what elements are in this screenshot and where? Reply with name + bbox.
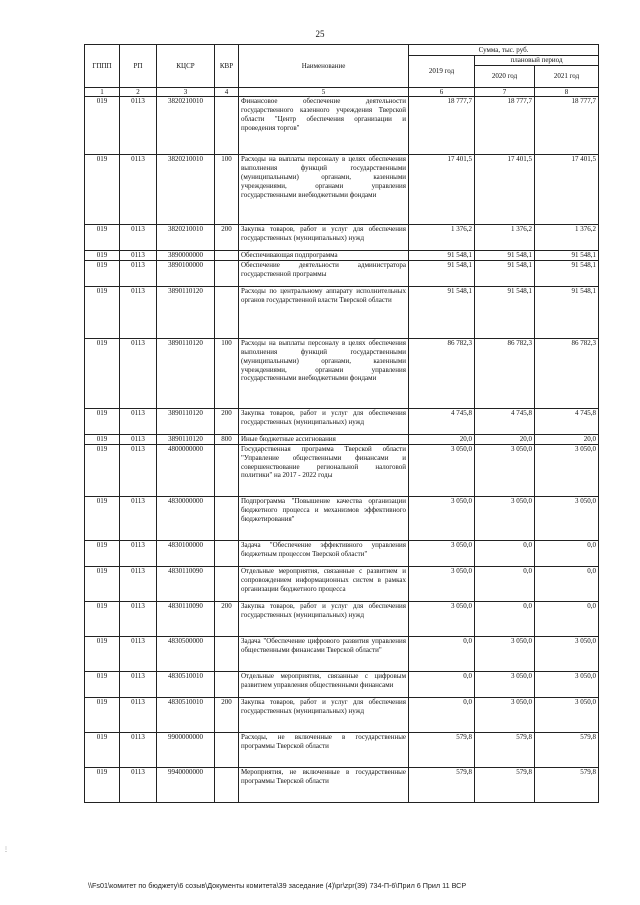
cell-2020: 91 548,1	[475, 260, 535, 286]
header-2019: 2019 год	[409, 56, 475, 88]
cell-2021: 0,0	[535, 540, 599, 566]
cell-name: Закупка товаров, работ и услуг для обеспечения государственных (муниципальных) нужд	[239, 224, 409, 250]
cell-rp: 0113	[120, 96, 157, 154]
cell-name: Расходы на выплаты персоналу в целях обеспечения выполнения функций государственными (муниципальными) органами, казенными учреждениями, органами управления государственными внебюджетными фондами	[239, 154, 409, 224]
cell-2019: 579,8	[409, 732, 475, 767]
cell-kvr: 100	[215, 154, 239, 224]
cell-rp: 0113	[120, 540, 157, 566]
cell-gppp: 019	[85, 224, 120, 250]
cell-2020: 86 782,3	[475, 338, 535, 408]
cell-name: Закупка товаров, работ и услуг для обеспечения государственных (муниципальных) нужд	[239, 408, 409, 434]
cell-name: Расходы по центральному аппарату исполнительных органов государственной власти Тверской области	[239, 286, 409, 338]
cell-gppp: 019	[85, 697, 120, 732]
cell-2021: 20,0	[535, 434, 599, 444]
cell-2020: 0,0	[475, 566, 535, 601]
cell-rp: 0113	[120, 338, 157, 408]
cell-kcsr: 3890100000	[157, 260, 215, 286]
cell-rp: 0113	[120, 671, 157, 697]
table-row	[85, 636, 599, 671]
cell-gppp: 019	[85, 732, 120, 767]
col-index: 3	[157, 87, 215, 96]
cell-rp: 0113	[120, 260, 157, 286]
cell-kcsr: 4830110090	[157, 601, 215, 636]
table-row	[85, 566, 599, 601]
cell-kvr	[215, 767, 239, 802]
cell-2019: 91 548,1	[409, 250, 475, 260]
column-index-row	[85, 87, 599, 96]
cell-2020: 1 376,2	[475, 224, 535, 250]
table-row	[85, 496, 599, 540]
cell-kvr: 800	[215, 434, 239, 444]
cell-2020: 3 050,0	[475, 636, 535, 671]
cell-gppp: 019	[85, 338, 120, 408]
cell-2019: 579,8	[409, 767, 475, 802]
col-index: 7	[475, 87, 535, 96]
cell-2020: 3 050,0	[475, 496, 535, 540]
cell-kvr	[215, 540, 239, 566]
cell-kcsr: 3820210010	[157, 96, 215, 154]
cell-kcsr: 3820210010	[157, 224, 215, 250]
cell-kcsr: 4830510010	[157, 697, 215, 732]
cell-2021: 3 050,0	[535, 671, 599, 697]
cell-kcsr: 4830000000	[157, 496, 215, 540]
cell-kvr	[215, 636, 239, 671]
cell-2020: 579,8	[475, 767, 535, 802]
cell-2019: 3 050,0	[409, 444, 475, 496]
table-row	[85, 408, 599, 434]
cell-2021: 17 401,5	[535, 154, 599, 224]
table-row	[85, 732, 599, 767]
cell-2020: 3 050,0	[475, 444, 535, 496]
cell-kcsr: 4830100000	[157, 540, 215, 566]
cell-gppp: 019	[85, 154, 120, 224]
cell-gppp: 019	[85, 566, 120, 601]
cell-2021: 91 548,1	[535, 286, 599, 338]
cell-kvr	[215, 444, 239, 496]
table-row	[85, 338, 599, 408]
header-kvr: КВР	[215, 45, 239, 88]
col-index: 5	[239, 87, 409, 96]
cell-2021: 579,8	[535, 767, 599, 802]
cell-2021: 86 782,3	[535, 338, 599, 408]
cell-2019: 0,0	[409, 671, 475, 697]
cell-name: Закупка товаров, работ и услуг для обеспечения государственных (муниципальных) нужд	[239, 601, 409, 636]
cell-gppp: 019	[85, 434, 120, 444]
cell-2019: 86 782,3	[409, 338, 475, 408]
cell-rp: 0113	[120, 732, 157, 767]
cell-name: Иные бюджетные ассигнования	[239, 434, 409, 444]
cell-rp: 0113	[120, 224, 157, 250]
cell-name: Мероприятия, не включенные в государственные программы Тверской области	[239, 767, 409, 802]
cell-kcsr: 3820210010	[157, 154, 215, 224]
cell-kcsr: 4800000000	[157, 444, 215, 496]
cell-gppp: 019	[85, 671, 120, 697]
cell-2020: 20,0	[475, 434, 535, 444]
budget-table	[84, 44, 599, 803]
cell-kcsr: 4830510010	[157, 671, 215, 697]
cell-rp: 0113	[120, 566, 157, 601]
cell-kvr: 200	[215, 601, 239, 636]
header-sum: Сумма, тыс. руб.	[409, 45, 599, 56]
cell-kvr: 100	[215, 338, 239, 408]
cell-kvr	[215, 260, 239, 286]
cell-gppp: 019	[85, 260, 120, 286]
cell-2019: 0,0	[409, 697, 475, 732]
cell-2019: 3 050,0	[409, 540, 475, 566]
header-rp: РП	[120, 45, 157, 88]
table-row	[85, 250, 599, 260]
cell-kcsr: 4830500000	[157, 636, 215, 671]
cell-2019: 3 050,0	[409, 566, 475, 601]
cell-kcsr: 3890110120	[157, 338, 215, 408]
cell-kvr	[215, 566, 239, 601]
cell-2020: 0,0	[475, 601, 535, 636]
header-2021: 2021 год	[535, 65, 599, 87]
cell-kvr: 200	[215, 224, 239, 250]
cell-rp: 0113	[120, 250, 157, 260]
table-row	[85, 767, 599, 802]
cell-2020: 3 050,0	[475, 697, 535, 732]
cell-2021: 1 376,2	[535, 224, 599, 250]
table-row	[85, 540, 599, 566]
cell-kvr	[215, 671, 239, 697]
cell-2019: 20,0	[409, 434, 475, 444]
cell-2020: 91 548,1	[475, 250, 535, 260]
cell-rp: 0113	[120, 444, 157, 496]
cell-2021: 91 548,1	[535, 250, 599, 260]
cell-name: Расходы, не включенные в государственные программы Тверской области	[239, 732, 409, 767]
cell-2019: 0,0	[409, 636, 475, 671]
cell-2020: 18 777,7	[475, 96, 535, 154]
cell-name: Государственная программа Тверской области "Управление общественными финансами и совершенствование региональной налоговой политики" на 2017 - 2022 годы	[239, 444, 409, 496]
table-row	[85, 444, 599, 496]
header-gppp: ГППП	[85, 45, 120, 88]
cell-2021: 0,0	[535, 566, 599, 601]
cell-gppp: 019	[85, 286, 120, 338]
cell-gppp: 019	[85, 540, 120, 566]
cell-gppp: 019	[85, 408, 120, 434]
cell-kvr	[215, 732, 239, 767]
col-index: 8	[535, 87, 599, 96]
cell-2021: 3 050,0	[535, 636, 599, 671]
cell-2021: 18 777,7	[535, 96, 599, 154]
cell-rp: 0113	[120, 286, 157, 338]
cell-2021: 3 050,0	[535, 697, 599, 732]
page-number: 25	[315, 29, 325, 39]
cell-2019: 1 376,2	[409, 224, 475, 250]
cell-2021: 91 548,1	[535, 260, 599, 286]
col-index: 1	[85, 87, 120, 96]
table-row	[85, 224, 599, 250]
table-row	[85, 96, 599, 154]
cell-kvr	[215, 286, 239, 338]
cell-name: Отдельные мероприятия, связанные с цифровым развитием управления общественными финансами	[239, 671, 409, 697]
cell-2020: 3 050,0	[475, 671, 535, 697]
cell-kvr: 200	[215, 408, 239, 434]
cell-rp: 0113	[120, 408, 157, 434]
cell-gppp: 019	[85, 444, 120, 496]
cell-name: Обеспечение деятельности администратора государственной программы	[239, 260, 409, 286]
cell-rp: 0113	[120, 601, 157, 636]
cell-name: Задача "Обеспечение эффективного управления бюджетным процессом Тверской области"	[239, 540, 409, 566]
col-index: 2	[120, 87, 157, 96]
cell-rp: 0113	[120, 154, 157, 224]
cell-2019: 91 548,1	[409, 260, 475, 286]
cell-2019: 91 548,1	[409, 286, 475, 338]
cell-kcsr: 4830110090	[157, 566, 215, 601]
col-index: 4	[215, 87, 239, 96]
cell-gppp: 019	[85, 601, 120, 636]
cell-name: Закупка товаров, работ и услуг для обеспечения государственных (муниципальных) нужд	[239, 697, 409, 732]
table-row	[85, 601, 599, 636]
cell-2020: 17 401,5	[475, 154, 535, 224]
cell-kvr	[215, 96, 239, 154]
table-row	[85, 260, 599, 286]
header-kcsr: КЦСР	[157, 45, 215, 88]
header-name: Наименование	[239, 45, 409, 88]
cell-2019: 3 050,0	[409, 496, 475, 540]
cell-rp: 0113	[120, 767, 157, 802]
cell-name: Подпрограмма "Повышение качества организации бюджетного процесса и механизмов эффективного бюджетирования"	[239, 496, 409, 540]
cell-2019: 18 777,7	[409, 96, 475, 154]
footer-file-path: \\Fs01\комитет по бюджету\6 созыв\Документы комитета\39 заседание (4)\pr\zpr(39) 734-П-6\Прил 6 Прил 11 ВСР	[88, 881, 467, 890]
cell-2021: 0,0	[535, 601, 599, 636]
table-row	[85, 671, 599, 697]
table-row	[85, 434, 599, 444]
cell-2021: 4 745,8	[535, 408, 599, 434]
table-row	[85, 154, 599, 224]
cell-2021: 3 050,0	[535, 444, 599, 496]
cell-2020: 0,0	[475, 540, 535, 566]
cell-kvr	[215, 496, 239, 540]
header-plan-period: плановый период	[475, 56, 599, 66]
cell-name: Финансовое обеспечение деятельности государственного казенного учреждения Тверской области "Центр обеспечения организации и проведения торгов"	[239, 96, 409, 154]
cell-gppp: 019	[85, 767, 120, 802]
cell-2020: 4 745,8	[475, 408, 535, 434]
cell-rp: 0113	[120, 697, 157, 732]
table-row	[85, 697, 599, 732]
col-index: 6	[409, 87, 475, 96]
table-row	[85, 286, 599, 338]
cell-2021: 3 050,0	[535, 496, 599, 540]
cell-kcsr: 3890110120	[157, 286, 215, 338]
cell-gppp: 019	[85, 636, 120, 671]
cell-2021: 579,8	[535, 732, 599, 767]
cell-kvr	[215, 250, 239, 260]
cell-rp: 0113	[120, 496, 157, 540]
cell-kcsr: 9900000000	[157, 732, 215, 767]
cell-gppp: 019	[85, 496, 120, 540]
cell-name: Расходы на выплаты персоналу в целях обеспечения выполнения функций государственными (муниципальными) органами, казенными учреждениями, органами управления государственными внебюджетными фондами	[239, 338, 409, 408]
cell-kvr: 200	[215, 697, 239, 732]
cell-2020: 91 548,1	[475, 286, 535, 338]
cell-kcsr: 3890110120	[157, 408, 215, 434]
cell-kcsr: 3890110120	[157, 434, 215, 444]
cell-gppp: 019	[85, 96, 120, 154]
cell-rp: 0113	[120, 636, 157, 671]
header-2020: 2020 год	[475, 65, 535, 87]
cell-name: Обеспечивающая подпрограмма	[239, 250, 409, 260]
cell-2019: 17 401,5	[409, 154, 475, 224]
cell-name: Отдельные мероприятия, связанные с развитием и сопровождением информационных систем в рамках организации бюджетного процесса	[239, 566, 409, 601]
cell-2020: 579,8	[475, 732, 535, 767]
cell-name: Задача "Обеспечение цифрового развития управления общественными финансами Тверской области"	[239, 636, 409, 671]
cell-2019: 3 050,0	[409, 601, 475, 636]
cell-rp: 0113	[120, 434, 157, 444]
cell-gppp: 019	[85, 250, 120, 260]
table-header	[85, 45, 599, 88]
margin-mark: ⋮	[3, 847, 9, 853]
cell-2019: 4 745,8	[409, 408, 475, 434]
cell-kcsr: 3890000000	[157, 250, 215, 260]
cell-kcsr: 9940000000	[157, 767, 215, 802]
